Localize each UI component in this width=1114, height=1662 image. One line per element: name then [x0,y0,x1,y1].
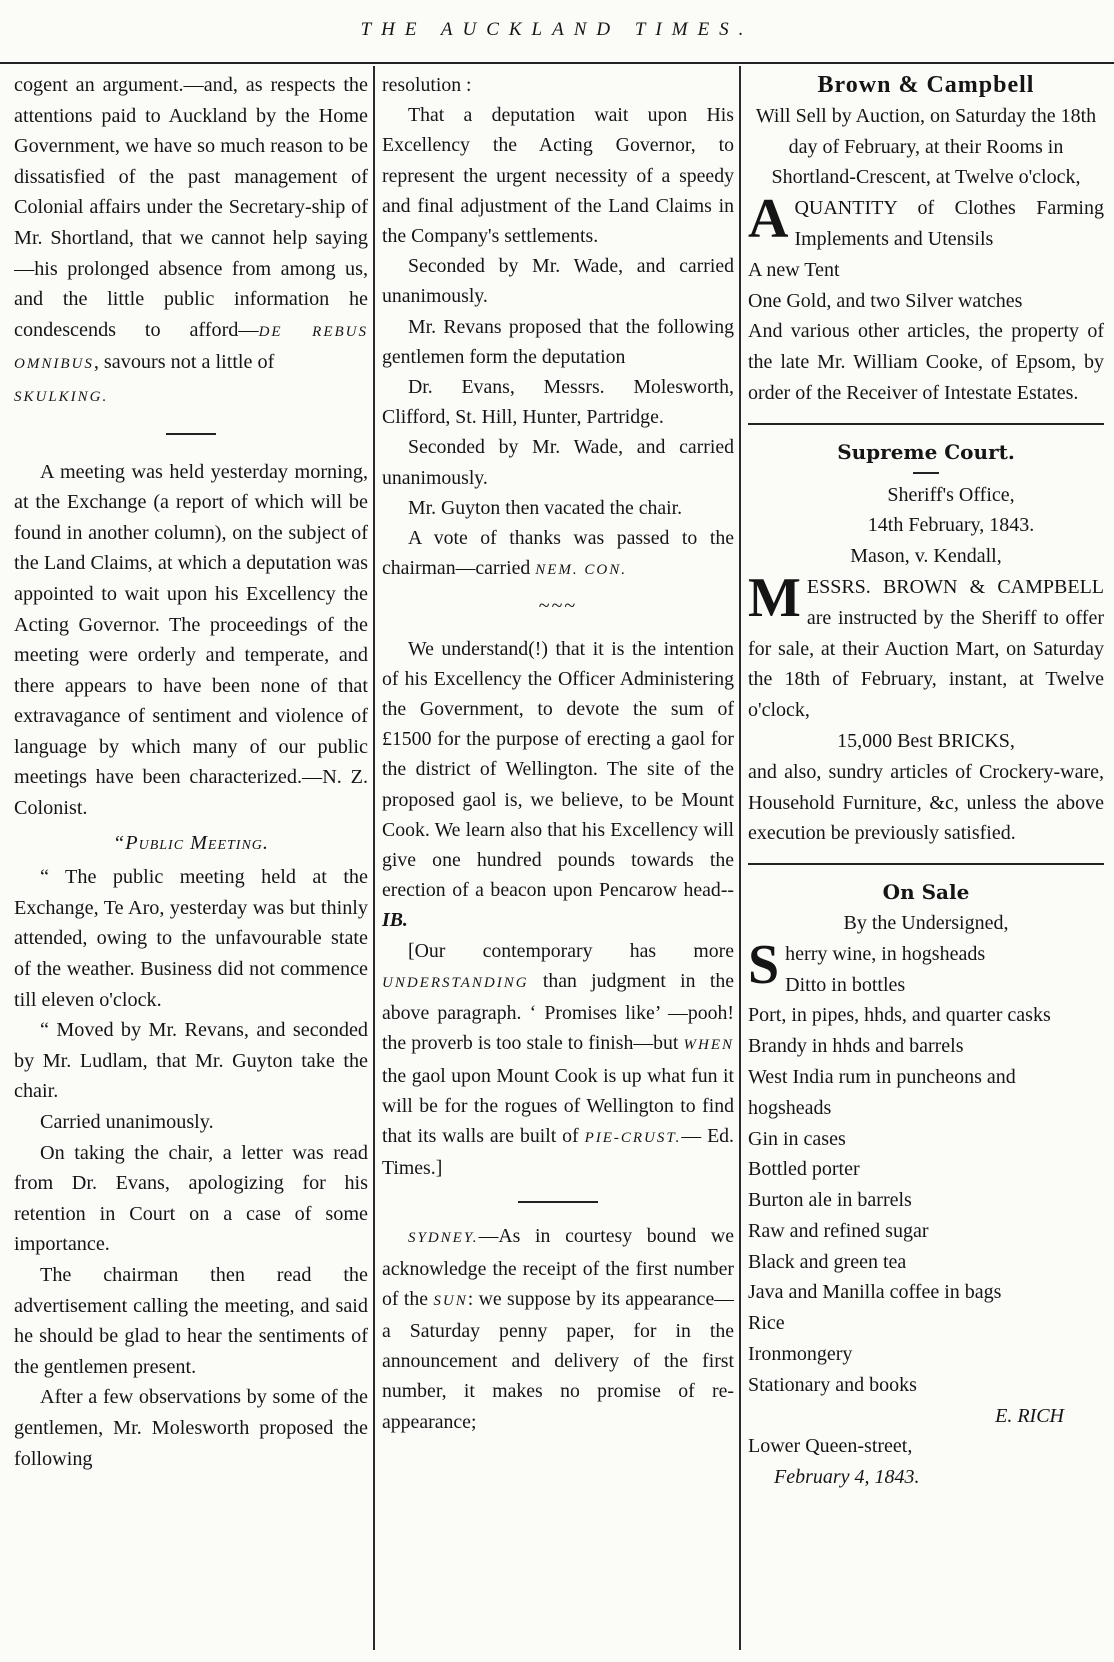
on-sale-heading: On Sale [882,880,970,905]
signature: E. RICH [995,1404,1064,1427]
column-1 [14,70,368,1644]
meeting-paragraph: “ Moved by Mr. Revans, and seconded by Mr. Ludlam, that Mr. Guyton take the chair. [14,1019,368,1103]
auction-notice: Will Sell by Auction, on Saturday the 18th day of February, at their Rooms in Shortland-Crescent, at Twelve o'clock, [755,104,1097,189]
list-item: Burton ale in barrels [748,1189,912,1212]
list-item: Rice [748,1312,785,1335]
resolution-label: resolution : [382,74,472,96]
resolution-paragraph: Seconded by Mr. Wade, and carried unanimously. [382,436,734,489]
latin-phrase: DE REBUS OMNIBUS [14,323,368,373]
resolution-paragraph: Mr. Guyton then vacated the chair. [408,496,683,519]
list-item: Brandy in hhds and barrels [748,1035,964,1058]
list-item: West India rum in puncheons and hogsheads [748,1065,1016,1119]
supreme-court-heading: Supreme Court. [837,439,1015,464]
list-item: Black and green tea [748,1250,907,1273]
list-item: Sherry wine, in hogsheads Ditto in bottles [748,933,986,996]
sale-list [748,933,1104,1401]
masthead: THE AUCKLAND TIMES. [360,19,754,40]
court-notice-end: and also, sundry articles of Crockery-ware, Household Furniture, &c, unless the above execution be previously satisfied. [748,760,1104,845]
skulking-word: SKULKING. [14,388,109,405]
vote-of-thanks: A vote of thanks was passed to the chairman—carried NEM. CON. [382,527,734,580]
list-item: Ironmongery [748,1343,853,1366]
list-item: Raw and refined sugar [748,1219,929,1242]
auction-item: And various other articles, the property of the late Mr. William Cooke, of Epsom, by order of the Receiver of Intestate Estates. [748,320,1104,404]
ad-divider [748,863,1104,865]
section-divider [166,433,216,435]
auction-item: A new Tent [748,258,840,281]
brown-campbell-heading: Brown & Campbell [817,72,1035,98]
list-item: Java and Manilla coffee in bags [748,1281,1002,1304]
resolution-paragraph: Mr. Revans proposed that the following gentlemen form the deputation [382,315,734,368]
sydney-paragraph: SYDNEY.—As in courtesy bound we acknowledge the receipt of the first number of the SUN: we suppose by its appearance— a Saturday penny paper, for in the announcement and delivery of the first number, it makes no promise of re-appearance; [382,1225,734,1433]
meeting-paragraph: The chairman then read the advertisement calling the meeting, and said he should be glad to hear the sentiments of the gentlemen present. [14,1263,368,1378]
meeting-report-paragraph: A meeting was held yesterday morning, at the Exchange (a report of which will be found in another column), on the subject of the Land Claims, at which a deputation was appointed to wait upon his Excellency the Acting Governor. The proceedings of the meeting were orderly and temperate, and there appears to have been none of that extravagance of sentiment and violence of language by which many of our public meetings have been characterized.—N. Z. Colonist. [14,460,368,820]
bricks-item: 15,000 Best BRICKS, [837,729,1015,752]
public-meeting-heading: “Public Meeting. [113,831,269,854]
auction-item: One Gold, and two Silver watches [748,289,1023,312]
address: Lower Queen-street, [748,1435,913,1458]
list-item: Port, in pipes, hhds, and quarter casks [748,1004,1051,1027]
case-name: Mason, v. Kendall, [850,545,1002,568]
resolution-paragraph: Seconded by Mr. Wade, and carried unanimously. [382,255,734,308]
column-divider-1 [373,66,375,1650]
heading-rule [913,472,939,474]
list-item: Stationary and books [748,1373,917,1396]
court-notice: MESSRS. BROWN & CAMPBELL are instructed by the Sheriff to offer for sale, at their Auction Mart, on Saturday the 18th of February, instant, at Twelve o'clock, [748,566,1104,722]
sheriff-office: Sheriff's Office, [887,483,1015,506]
on-sale-byline: By the Undersigned, [843,911,1009,934]
column-3 [748,70,1104,1644]
section-divider [518,1201,598,1203]
auction-items: AQUANTITY of Clothes Farming Implements and Utensils [748,188,1104,251]
meeting-paragraph: Carried unanimously. [40,1111,214,1133]
editor-note: [Our contemporary has more UNDERSTANDING than judgment in the above paragraph. ‘ Promises like’ —pooh! the proverb is too stale to finish—but WHEN the gaol upon Mount Cook is up what fun it will be for the rogues of Wellington to find that its walls are built of PIE-CRUST.— Ed. Times.] [382,939,734,1180]
editorial-text-end: , savours not a little of [93,351,275,374]
column-2 [382,70,734,1644]
editorial-paragraph [14,70,368,380]
ornament-divider: ~~~ [538,595,578,618]
deputation-names: Dr. Evans, Messrs. Molesworth, Clifford, St. Hill, Hunter, Partridge. [382,376,734,429]
gaol-paragraph: We understand(!) that it is the intention of his Excellency the Officer Administering the Government, to devote the sum of £1500 for the purpose of erecting a gaol for the district of Wellington. The site of the proposed gaol is, we believe, to be Mount Cook. We learn also that his Excellency will give one hundred pounds towards the erection of a beacon upon Pencarow head--IB. [382,637,734,932]
list-item: Bottled porter [748,1158,860,1181]
ad-date: February 4, 1843. [774,1466,920,1489]
masthead-rule [0,62,1114,64]
ad-divider [748,423,1104,425]
resolution-text: That a deputation wait upon His Excellency the Acting Governor, to represent the urgent necessity of a speedy and final adjustment of the Land Claims in the Company's settlements. [382,104,734,248]
meeting-paragraph: On taking the chair, a letter was read from Dr. Evans, apologizing for his retention in Court on a case of some importance. [14,1141,368,1256]
list-item: Gin in cases [748,1127,846,1150]
meeting-paragraph: “ The public meeting held at the Exchange, Te Aro, yesterday was but thinly attended, owing to the unfavourable state of the weather. Business did not commence till eleven o'clock. [14,866,368,1011]
column-divider-2 [739,66,741,1650]
meeting-paragraph: After a few observations by some of the gentlemen, Mr. Molesworth proposed the following [14,1386,368,1470]
editorial-text: cogent an argument.—and, as respects the attentions paid to Auckland by the Home Government, we have so much reason to be dissatisfied of the past management of Colonial affairs under the Secretary-ship of Mr. Shortland, that we cannot help saying—his prolonged absence from among us, and the little public information he condescends to afford— [14,74,368,341]
court-date: 14th February, 1843. [867,514,1035,537]
